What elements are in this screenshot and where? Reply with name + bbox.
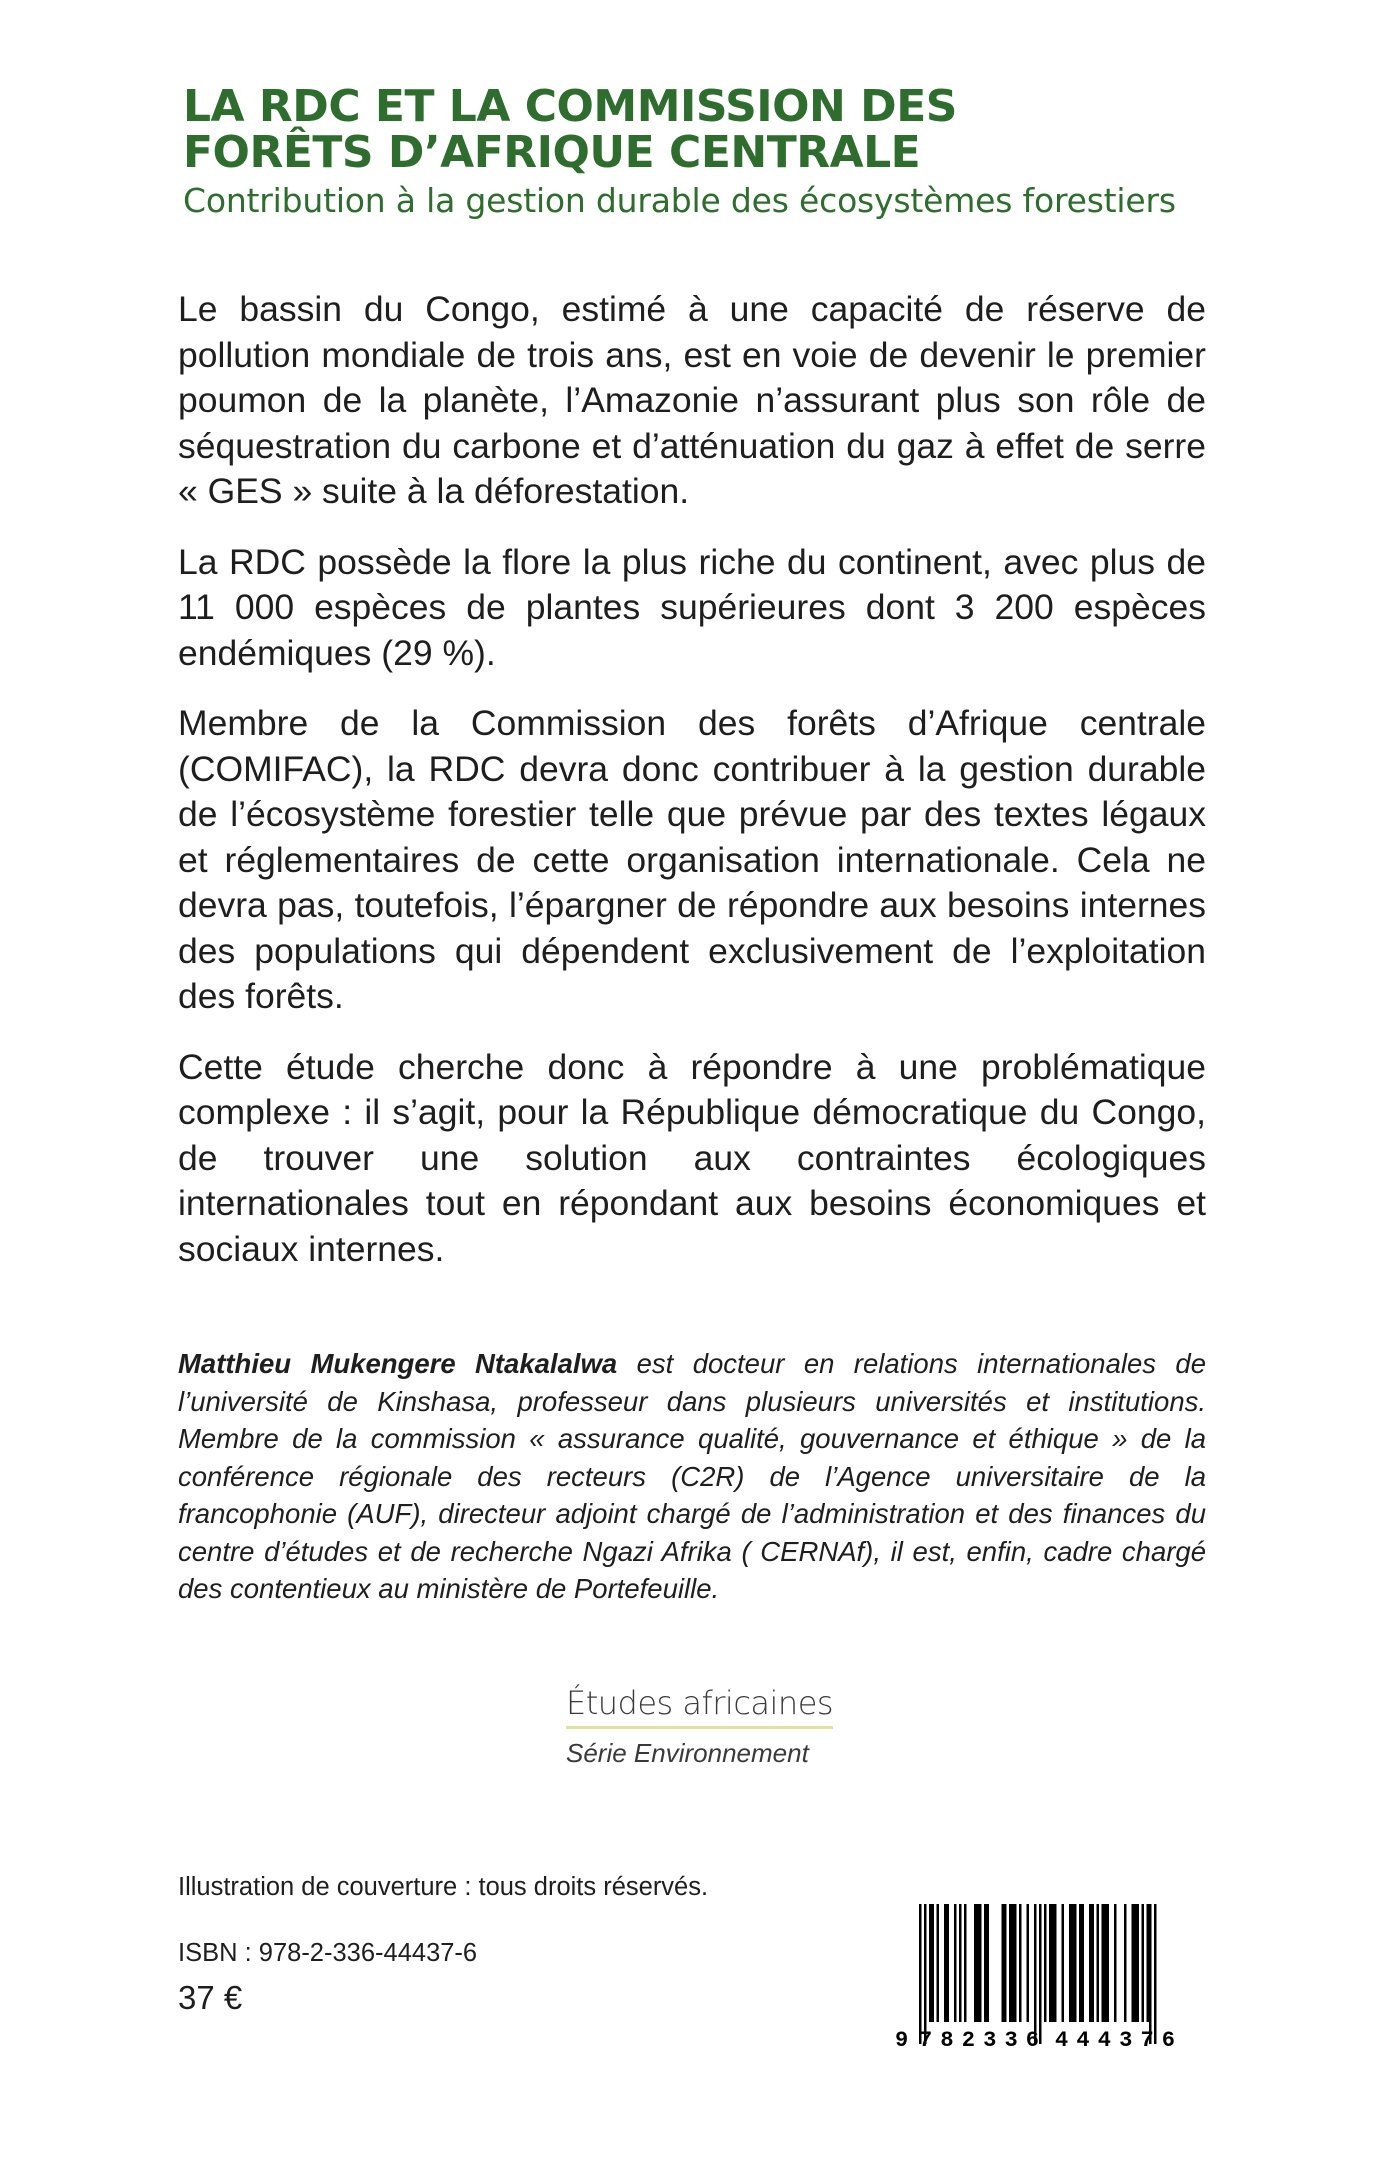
barcode-bar bbox=[959, 1904, 962, 2022]
barcode-bar bbox=[1124, 1904, 1127, 2022]
author-name: Matthieu Mukengere Ntakalalwa bbox=[178, 1348, 618, 1379]
barcode-bar bbox=[1004, 1904, 1007, 2022]
collection-logo bbox=[566, 1684, 834, 1771]
barcode-bar bbox=[1149, 1904, 1152, 2044]
barcode-bar bbox=[932, 1904, 935, 2022]
barcode-bar bbox=[937, 1904, 940, 2022]
barcode-bar bbox=[1009, 1904, 1012, 2022]
barcode-bar bbox=[1104, 1904, 1107, 2022]
barcode-first-digit: 9 bbox=[895, 2028, 909, 2050]
barcode-bar bbox=[947, 1904, 950, 2022]
barcode-bar bbox=[929, 1904, 932, 2022]
author-bio-text: est docteur en relations internationales de l’université de Kinshasa, professeur dans plusieurs universités et institutions. Membre de la commission « assurance qualité, gouvernance et éthique » de la conférence régionale des recteurs (C2R) de l’Agence universitaire de la francophonie (AUF), directeur adjoint chargé de l’administration et des finances du centre d’études et de recherche Ngazi Afrika ( CERNAf), il est, enfin, cadre chargé des contentieux au ministère de Portefeuille. bbox=[178, 1348, 1207, 1604]
back-cover-summary bbox=[178, 287, 1206, 1297]
barcode-bar bbox=[1079, 1904, 1082, 2022]
barcode-bar bbox=[1097, 1904, 1100, 2022]
barcode-bar bbox=[974, 1904, 977, 2022]
barcode-bar bbox=[1019, 1904, 1022, 2022]
barcode-bar bbox=[1052, 1904, 1055, 2022]
barcode-bar bbox=[1049, 1904, 1052, 2022]
summary-paragraph: Membre de la Commission des forêts d’Afrique centrale (COMIFAC), la RDC devra donc contribuer à la gestion durable de l’écosystème forestier telle que prévue par des textes légaux et réglementaires de cette organisation internationale. Cela ne devra pas, toutefois, l’épargner de répondre aux besoins internes des populations qui dépendent exclusivement de l’exploitation des forêts. bbox=[178, 703, 1206, 1016]
barcode-bar bbox=[1147, 1904, 1150, 2022]
barcode-bar bbox=[919, 1904, 922, 2044]
barcode-right-group: 444376 bbox=[1055, 2028, 1175, 2050]
barcode-bar bbox=[1154, 1904, 1157, 2044]
barcode-bar bbox=[1054, 1904, 1057, 2022]
barcode-bar bbox=[1074, 1904, 1077, 2022]
barcode-bar bbox=[1069, 1904, 1072, 2022]
barcode-left-group: 782336 bbox=[919, 2028, 1039, 2050]
barcode-bar bbox=[1142, 1904, 1145, 2022]
barcode-bar bbox=[1039, 1904, 1042, 2044]
title-block bbox=[183, 81, 1263, 224]
barcode-bar bbox=[1082, 1904, 1085, 2022]
barcode-bar bbox=[954, 1904, 957, 2022]
barcode-bar bbox=[984, 1904, 987, 2022]
barcode-bar bbox=[979, 1904, 982, 2022]
barcode-bar bbox=[1044, 1904, 1047, 2022]
barcode-bar bbox=[1072, 1904, 1075, 2022]
barcode-bar bbox=[964, 1904, 967, 2022]
barcode-bar bbox=[1089, 1904, 1092, 2022]
barcode-bar bbox=[924, 1904, 927, 2044]
collection-series: Série Environnement bbox=[566, 1738, 809, 1768]
barcode-bar bbox=[944, 1904, 947, 2022]
price: 37 € bbox=[178, 1979, 243, 2016]
barcode-bar bbox=[1062, 1904, 1065, 2022]
cover-illustration-credit: Illustration de couverture : tous droits réservés. bbox=[178, 1873, 709, 1901]
barcode-bar bbox=[1034, 1904, 1037, 2044]
barcode-bar bbox=[1107, 1904, 1110, 2022]
isbn: ISBN : 978-2-336-44437-6 bbox=[178, 1939, 478, 1967]
barcode-bar bbox=[1092, 1904, 1095, 2022]
book-title-line-2: FORÊTS D’AFRIQUE CENTRALE bbox=[183, 127, 921, 178]
summary-paragraph: Le bassin du Congo, estimé à une capacité de réserve de pollution mondiale de trois ans, est en voie de devenir le premier poumon de la planète, l’Amazonie n’assurant plus son rôle de séquestration du carbone et d’atténuation du gaz à effet de serre « GES » suite à la déforestation. bbox=[178, 289, 1206, 511]
author-bio bbox=[178, 1345, 1206, 1608]
book-title-line-1: LA RDC ET LA COMMISSION DES bbox=[183, 81, 957, 132]
isbn-barcode bbox=[893, 1902, 1188, 2050]
summary-paragraph: La RDC possède la flore la plus riche du continent, avec plus de 11 000 espèces de plantes supérieures dont 3 200 espèces endémiques (29 %). bbox=[178, 541, 1206, 673]
barcode-bar bbox=[1132, 1904, 1135, 2022]
barcode-bar bbox=[1012, 1904, 1015, 2022]
barcode-bar bbox=[1102, 1904, 1105, 2022]
barcode-bar bbox=[1134, 1904, 1137, 2022]
barcode-bar bbox=[1027, 1904, 1030, 2022]
barcode-bar bbox=[1002, 1904, 1005, 2022]
barcode-bar bbox=[1137, 1904, 1140, 2022]
book-subtitle: Contribution à la gestion durable des écosystèmes forestiers bbox=[183, 181, 1176, 220]
collection-name: Études africaines bbox=[566, 1684, 833, 1729]
barcode-bar bbox=[977, 1904, 980, 2022]
barcode-bar bbox=[987, 1904, 990, 2022]
barcode-bar bbox=[1114, 1904, 1117, 2022]
summary-paragraph: Cette étude cherche donc à répondre à une problématique complexe : il s’agit, pour la République démocratique du Congo, de trouver une solution aux contraintes écologiques internationales tout en répondant aux besoins économiques et sociaux internes. bbox=[178, 1046, 1206, 1269]
barcode-bar bbox=[1014, 1904, 1017, 2022]
